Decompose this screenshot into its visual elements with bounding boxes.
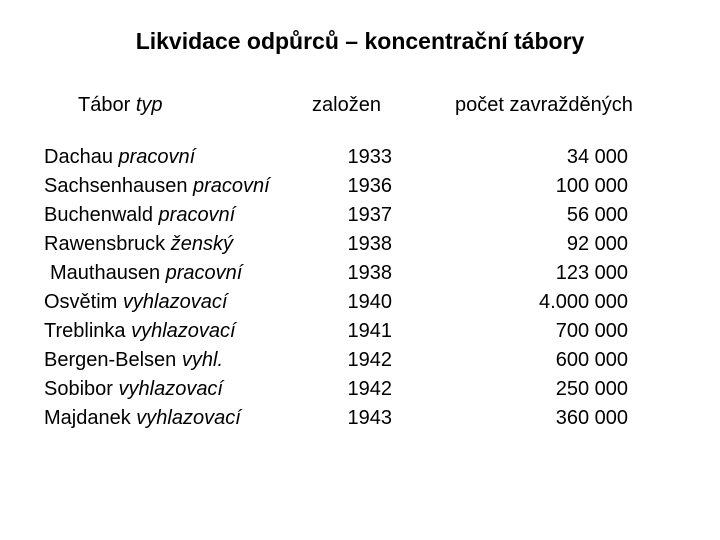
camp-count: 360 000: [555, 407, 628, 429]
camp-count: 600 000: [555, 349, 628, 371]
camp-type: vyhlazovací: [131, 320, 236, 342]
camp-name-type: [44, 317, 236, 346]
camp-year: 1933: [347, 146, 392, 168]
camp-name: Rawensbruck: [44, 233, 166, 255]
camp-count: 700 000: [555, 320, 628, 342]
camp-name-type: [44, 375, 223, 404]
camp-name-type: [44, 201, 235, 230]
camp-year: 1940: [347, 291, 392, 313]
header-zalozen: založen: [312, 94, 381, 116]
table-row: [0, 317, 720, 346]
camp-type: vyhl.: [181, 349, 223, 371]
table-row: [0, 230, 720, 259]
header-tabor-typ: [78, 92, 163, 118]
camp-name: Dachau: [44, 146, 113, 168]
camp-count: 34 000: [566, 146, 628, 168]
table-row: [0, 288, 720, 317]
camp-year: 1938: [347, 262, 392, 284]
camp-type: vyhlazovací: [118, 378, 223, 400]
camp-name: Buchenwald: [44, 204, 153, 226]
camp-type: pracovní: [165, 262, 243, 284]
table-row: [0, 404, 720, 433]
camp-name-type: [44, 288, 227, 317]
camp-year: 1936: [347, 175, 392, 197]
header-typ: typ: [135, 94, 163, 116]
camp-year: 1942: [347, 378, 392, 400]
camp-name: Bergen-Belsen: [44, 349, 177, 371]
camp-count: 100 000: [555, 175, 628, 197]
camp-name: Treblinka: [44, 320, 126, 342]
camp-type: pracovní: [158, 204, 236, 226]
camp-count: 92 000: [566, 233, 628, 255]
camp-type: vyhlazovací: [136, 407, 241, 429]
camp-name: Majdanek: [44, 407, 131, 429]
header-tabor: Tábor: [78, 94, 131, 116]
camp-year: 1937: [347, 204, 392, 226]
table-row: [0, 143, 720, 172]
camp-year: 1943: [347, 407, 392, 429]
camp-type: ženský: [170, 233, 233, 255]
table-row: [0, 259, 720, 288]
camp-type: pracovní: [118, 146, 196, 168]
camp-year: 1938: [347, 233, 392, 255]
camp-count: 56 000: [566, 204, 628, 226]
table-row: [0, 172, 720, 201]
table-row: [0, 375, 720, 404]
camp-name: Sobibor: [44, 378, 113, 400]
camp-count: 250 000: [555, 378, 628, 400]
camp-name-type: [44, 143, 195, 172]
camp-name-type: [44, 172, 270, 201]
camp-table: [0, 143, 720, 433]
camp-count: 4.000 000: [539, 291, 628, 313]
camp-name-type: [44, 404, 241, 433]
camp-name: Sachsenhausen: [44, 175, 188, 197]
camp-name-type: [44, 230, 233, 259]
camp-type: pracovní: [193, 175, 270, 197]
table-row: [0, 201, 720, 230]
camp-year: 1942: [347, 349, 392, 371]
camp-type: vyhlazovací: [122, 291, 228, 313]
camp-name-type: [44, 346, 223, 375]
camp-name: Osvětim: [44, 291, 118, 313]
camp-count: 123 000: [555, 262, 628, 284]
camp-year: 1941: [347, 320, 392, 342]
slide-title: Likvidace odpůrců – koncentrační tábory: [135, 28, 585, 54]
camp-name: Mauthausen: [50, 262, 161, 284]
header-pocet: počet zavražděných: [455, 94, 633, 116]
camp-name-type: [50, 259, 242, 288]
table-row: [0, 346, 720, 375]
